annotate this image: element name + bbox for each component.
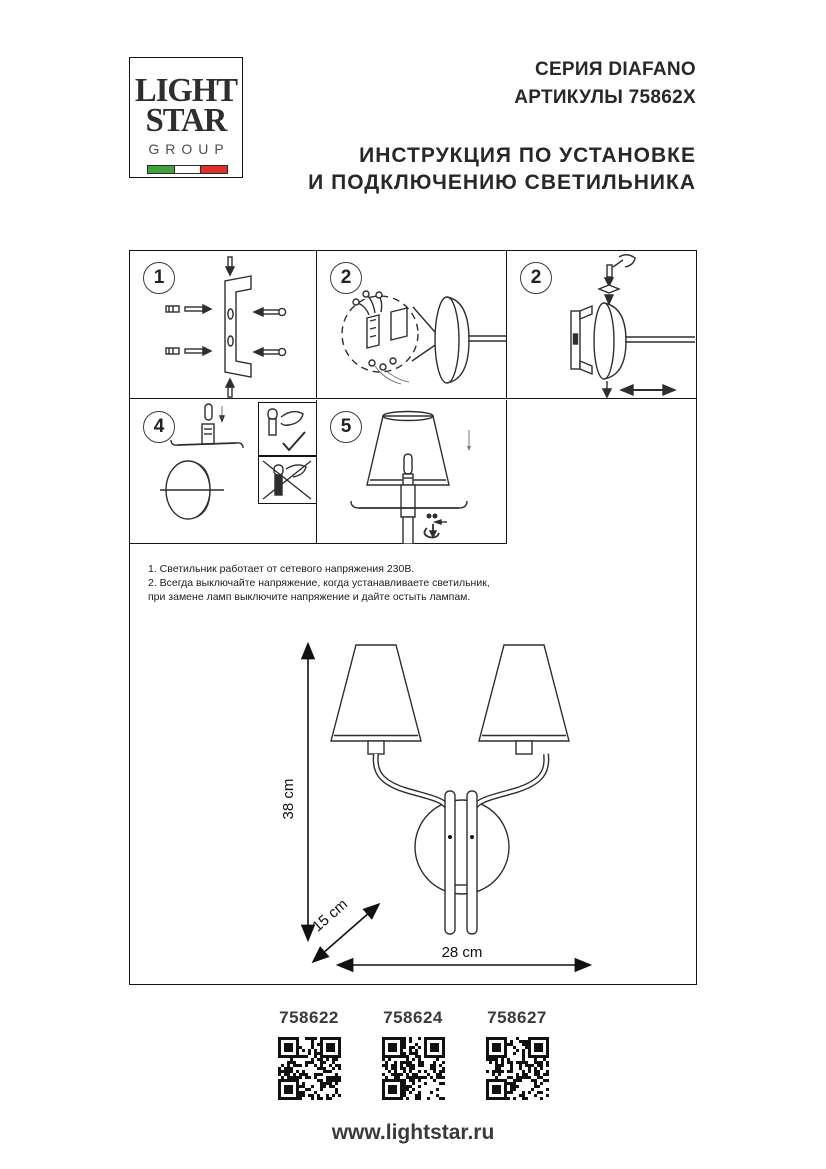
- step-cell-1: [130, 251, 317, 399]
- website-url: www.lightstar.ru: [331, 1121, 495, 1144]
- step-number-5: 5: [330, 411, 362, 443]
- bulb-handling-correct-panel: [258, 402, 317, 456]
- articles-line: АРТИКУЛЫ 75862X: [514, 87, 696, 108]
- product-code: 758624: [383, 1008, 443, 1027]
- series-title-block: [514, 56, 696, 112]
- product-code: 758622: [279, 1008, 339, 1027]
- step-cell-5: [317, 400, 507, 544]
- logo-word-light: LIGHT: [134, 72, 238, 109]
- note-line-1: 1. Светильник работает от сетевого напряжения 230В.: [148, 563, 415, 575]
- logo-word-star: STAR: [145, 102, 227, 139]
- product-column: [381, 1008, 445, 1100]
- dimension-width-label: 28 cm: [441, 944, 483, 961]
- qr-code: [382, 1037, 445, 1100]
- step-number-4: 4: [143, 411, 175, 443]
- series-name: СЕРИЯ DIAFANO: [534, 59, 696, 80]
- product-codes-row: [0, 1008, 826, 1100]
- correct-handling-illustration: [259, 403, 315, 454]
- instruction-diagram-frame: [129, 250, 697, 985]
- dimension-height-label: 38 cm: [280, 778, 297, 820]
- bulb-handling-wrong-panel: [258, 456, 317, 504]
- lightstar-logo: [129, 57, 243, 178]
- flag-white-segment: [174, 166, 202, 173]
- flag-red-segment: [201, 166, 227, 173]
- step-number-1: 1: [143, 262, 175, 294]
- wrong-handling-illustration: [259, 457, 315, 502]
- qr-code: [486, 1037, 549, 1100]
- note-line-2: 2. Всегда выключайте напряжение, когда устанавливаете светильник,: [148, 577, 490, 589]
- step-number-3: 2: [520, 262, 552, 294]
- safety-notes: [148, 562, 490, 604]
- step-cell-2: [317, 251, 507, 399]
- instruction-title-line1: ИНСТРУКЦИЯ ПО УСТАНОВКЕ: [359, 144, 696, 167]
- step-cell-4: [130, 400, 317, 544]
- instruction-title-block: [308, 142, 696, 196]
- instruction-title-line2: И ПОДКЛЮЧЕНИЮ СВЕТИЛЬНИКА: [308, 171, 696, 194]
- logo-word-group: GROUP: [148, 141, 230, 157]
- note-line-3: при замене ламп выключите напряжение и дайте остыть лампам.: [148, 591, 471, 603]
- step-cell-3: [507, 251, 696, 399]
- dimension-drawing: [271, 631, 611, 981]
- flag-green-segment: [148, 166, 174, 173]
- qr-code: [278, 1037, 341, 1100]
- italian-flag-bar: [147, 165, 228, 174]
- dimension-depth-label: 15 cm: [309, 895, 352, 936]
- step-number-2: 2: [330, 262, 362, 294]
- product-column: [277, 1008, 341, 1100]
- product-code: 758627: [487, 1008, 547, 1027]
- product-column: [485, 1008, 549, 1100]
